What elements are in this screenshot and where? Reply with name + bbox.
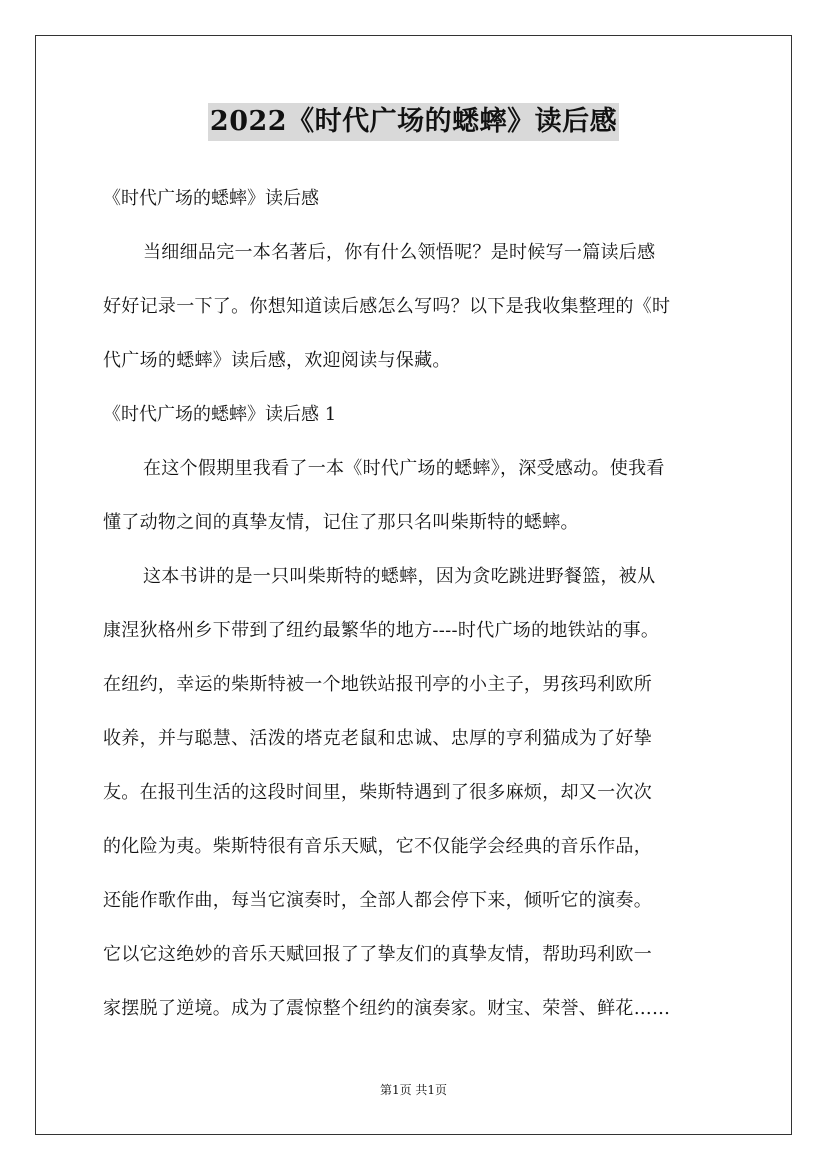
document-title: 2022《时代广场的蟋蟀》读后感 — [208, 103, 619, 141]
intro-line: 代广场的蟋蟀》读后感，欢迎阅读与保藏。 — [103, 350, 451, 371]
paragraph-line: 家摆脱了逆境。成为了震惊整个纽约的演奏家。财宝、荣誉、鲜花…… — [103, 998, 671, 1019]
intro-line: 当细细品完一本名著后，你有什么领悟呢？是时候写一篇读后感 — [143, 242, 656, 263]
paragraph-line: 康涅狄格州乡下带到了纽约最繁华的地方----时代广场的地铁站的事。 — [103, 620, 660, 641]
title-container — [0, 103, 827, 141]
document-body — [103, 172, 730, 1036]
paragraph-line: 友。在报刊生活的这段时间里，柴斯特遇到了很多麻烦，却又一次次 — [103, 782, 652, 803]
paragraph-line: 懂了动物之间的真挚友情，记住了那只名叫柴斯特的蟋蟀。 — [103, 512, 579, 533]
paragraph-line: 它以它这绝妙的音乐天赋回报了了挚友们的真挚友情，帮助玛利欧一 — [103, 944, 652, 965]
paragraph-line: 在纽约，幸运的柴斯特被一个地铁站报刊亭的小主子，男孩玛利欧所 — [103, 674, 652, 695]
paragraph-line: 的化险为夷。柴斯特很有音乐天赋，它不仅能学会经典的音乐作品， — [103, 836, 652, 857]
intro-line: 好好记录一下了。你想知道读后感怎么写吗？以下是我收集整理的《时 — [103, 296, 671, 317]
section-heading: 《时代广场的蟋蟀》读后感 1 — [103, 404, 337, 425]
page-footer: 第1页 共1页 — [379, 1083, 448, 1097]
paragraph-line: 收养，并与聪慧、活泼的塔克老鼠和忠诚、忠厚的亨利猫成为了好挚 — [103, 728, 652, 749]
paragraph-line: 还能作歌作曲，每当它演奏时，全部人都会停下来，倾听它的演奏。 — [103, 890, 652, 911]
subtitle: 《时代广场的蟋蟀》读后感 — [103, 188, 319, 209]
paragraph-line: 这本书讲的是一只叫柴斯特的蟋蟀，因为贪吃跳进野餐篮，被从 — [143, 566, 656, 587]
paragraph-line: 在这个假期里我看了一本《时代广场的蟋蟀》，深受感动。使我看 — [143, 458, 665, 479]
